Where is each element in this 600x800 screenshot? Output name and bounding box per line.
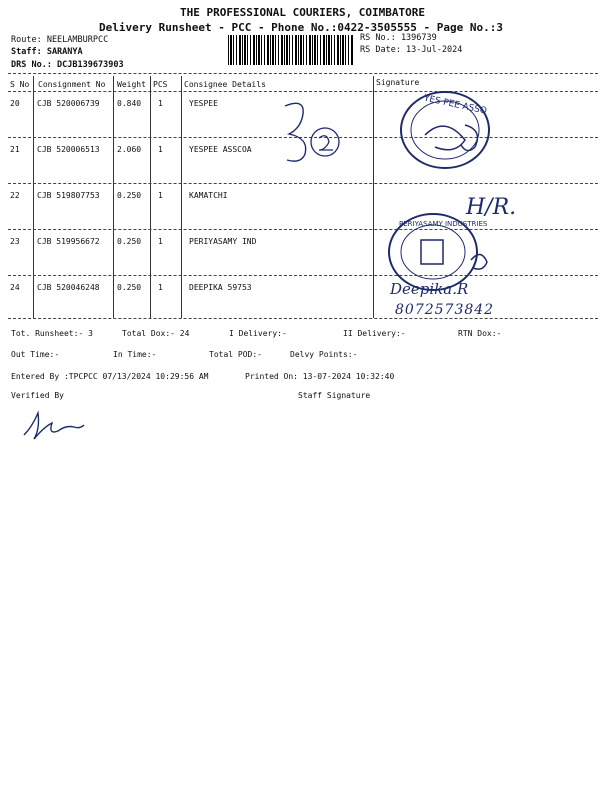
row-consignment: CJB 519807753 <box>37 191 100 200</box>
drs-number: DRS No.: DCJB139673903 <box>11 60 124 70</box>
hr-handwriting: H/R. <box>466 195 517 220</box>
col-header-consignment: Consignment No <box>38 80 106 89</box>
col-divider <box>373 76 374 318</box>
col-divider <box>181 76 182 318</box>
printed-on: Printed On: 13-07-2024 10:32:40 <box>245 372 395 381</box>
tot-runsheet: Tot. Runsheet:- 3 <box>11 329 93 338</box>
row-consignee: PERIYASAMY IND <box>189 237 257 246</box>
row-pcs: 1 <box>158 99 163 108</box>
delvy-points: Delvy Points:- <box>290 350 358 359</box>
col-header-pcs: PCS <box>153 80 168 89</box>
rtn-dox: RTN Dox:- <box>458 329 502 338</box>
deepika-handwriting: Deepika.R <box>390 280 469 298</box>
staff-signature: Staff Signature <box>298 391 371 400</box>
row-consignee: DEEPIKA 59753 <box>189 283 252 292</box>
row-sno: 23 <box>10 237 20 246</box>
row-rule <box>8 229 598 230</box>
entered-by: Entered By :TPCPCC 07/13/2024 10:29:56 AM <box>11 372 209 381</box>
row-consignment: CJB 519956672 <box>37 237 100 246</box>
row-weight: 0.250 <box>117 237 142 246</box>
company-title: THE PROFESSIONAL COURIERS, COIMBATORE <box>180 6 426 19</box>
row-sno: 22 <box>10 191 20 200</box>
rs-number: RS No.: 1396739 <box>360 33 437 43</box>
col-header-consignee: Consignee Details <box>184 80 266 89</box>
row-consignment: CJB 520006513 <box>37 145 100 154</box>
row-weight: 0.840 <box>117 99 142 108</box>
row-pcs: 1 <box>158 283 163 292</box>
row-consignee: KAMATCHI <box>189 191 228 200</box>
phone-handwriting: 8072573842 <box>395 302 495 318</box>
ii-delivery: II Delivery:- <box>343 329 406 338</box>
row-rule <box>8 275 598 276</box>
table-top-rule <box>8 73 598 74</box>
row-consignee: YESPEE ASSCOA <box>189 145 252 154</box>
col-divider <box>150 76 151 318</box>
row-consignment: CJB 520046248 <box>37 283 100 292</box>
row-rule <box>8 183 598 184</box>
staff-label: Staff: SARANYA <box>11 47 83 57</box>
svg-text:PERIYASAMY INDUSTRIES: PERIYASAMY INDUSTRIES <box>399 220 488 228</box>
verified-by: Verified By <box>11 391 64 400</box>
row-weight: 0.250 <box>117 191 142 200</box>
col-divider <box>113 76 114 318</box>
signature-scribble-icon <box>275 98 355 168</box>
row-consignment: CJB 520006739 <box>37 99 100 108</box>
col-header-signature: Signature <box>376 78 420 87</box>
total-pod: Total POD:- <box>209 350 262 359</box>
table-header-rule <box>8 91 598 92</box>
out-time: Out Time:- <box>11 350 60 359</box>
table-bottom-rule <box>8 318 598 319</box>
row-consignee: YESPEE <box>189 99 218 108</box>
col-divider <box>33 76 34 318</box>
row-weight: 2.060 <box>117 145 142 154</box>
svg-text:YES PEE ASSO: YES PEE ASSO <box>422 93 488 117</box>
row-pcs: 1 <box>158 145 163 154</box>
barcode <box>228 35 354 65</box>
row-pcs: 1 <box>158 191 163 200</box>
row-sno: 20 <box>10 99 20 108</box>
verifier-signature-icon <box>18 405 88 445</box>
i-delivery: I Delivery:- <box>229 329 287 338</box>
row-sno: 24 <box>10 283 20 292</box>
row-weight: 0.250 <box>117 283 142 292</box>
row-pcs: 1 <box>158 237 163 246</box>
rs-date: RS Date: 13-Jul-2024 <box>360 45 463 55</box>
in-time: In Time:- <box>113 350 157 359</box>
total-dox: Total Dox:- 24 <box>122 329 190 338</box>
row-sno: 21 <box>10 145 20 154</box>
company-stamp-icon <box>395 85 495 175</box>
route-label: Route: NEELAMBURPCC <box>11 35 109 45</box>
col-header-weight: Weight <box>117 80 146 89</box>
runsheet-subtitle: Delivery Runsheet - PCC - Phone No.:0422-3505555 - Page No.:3 <box>99 21 503 34</box>
col-header-sno: S No <box>10 80 30 89</box>
